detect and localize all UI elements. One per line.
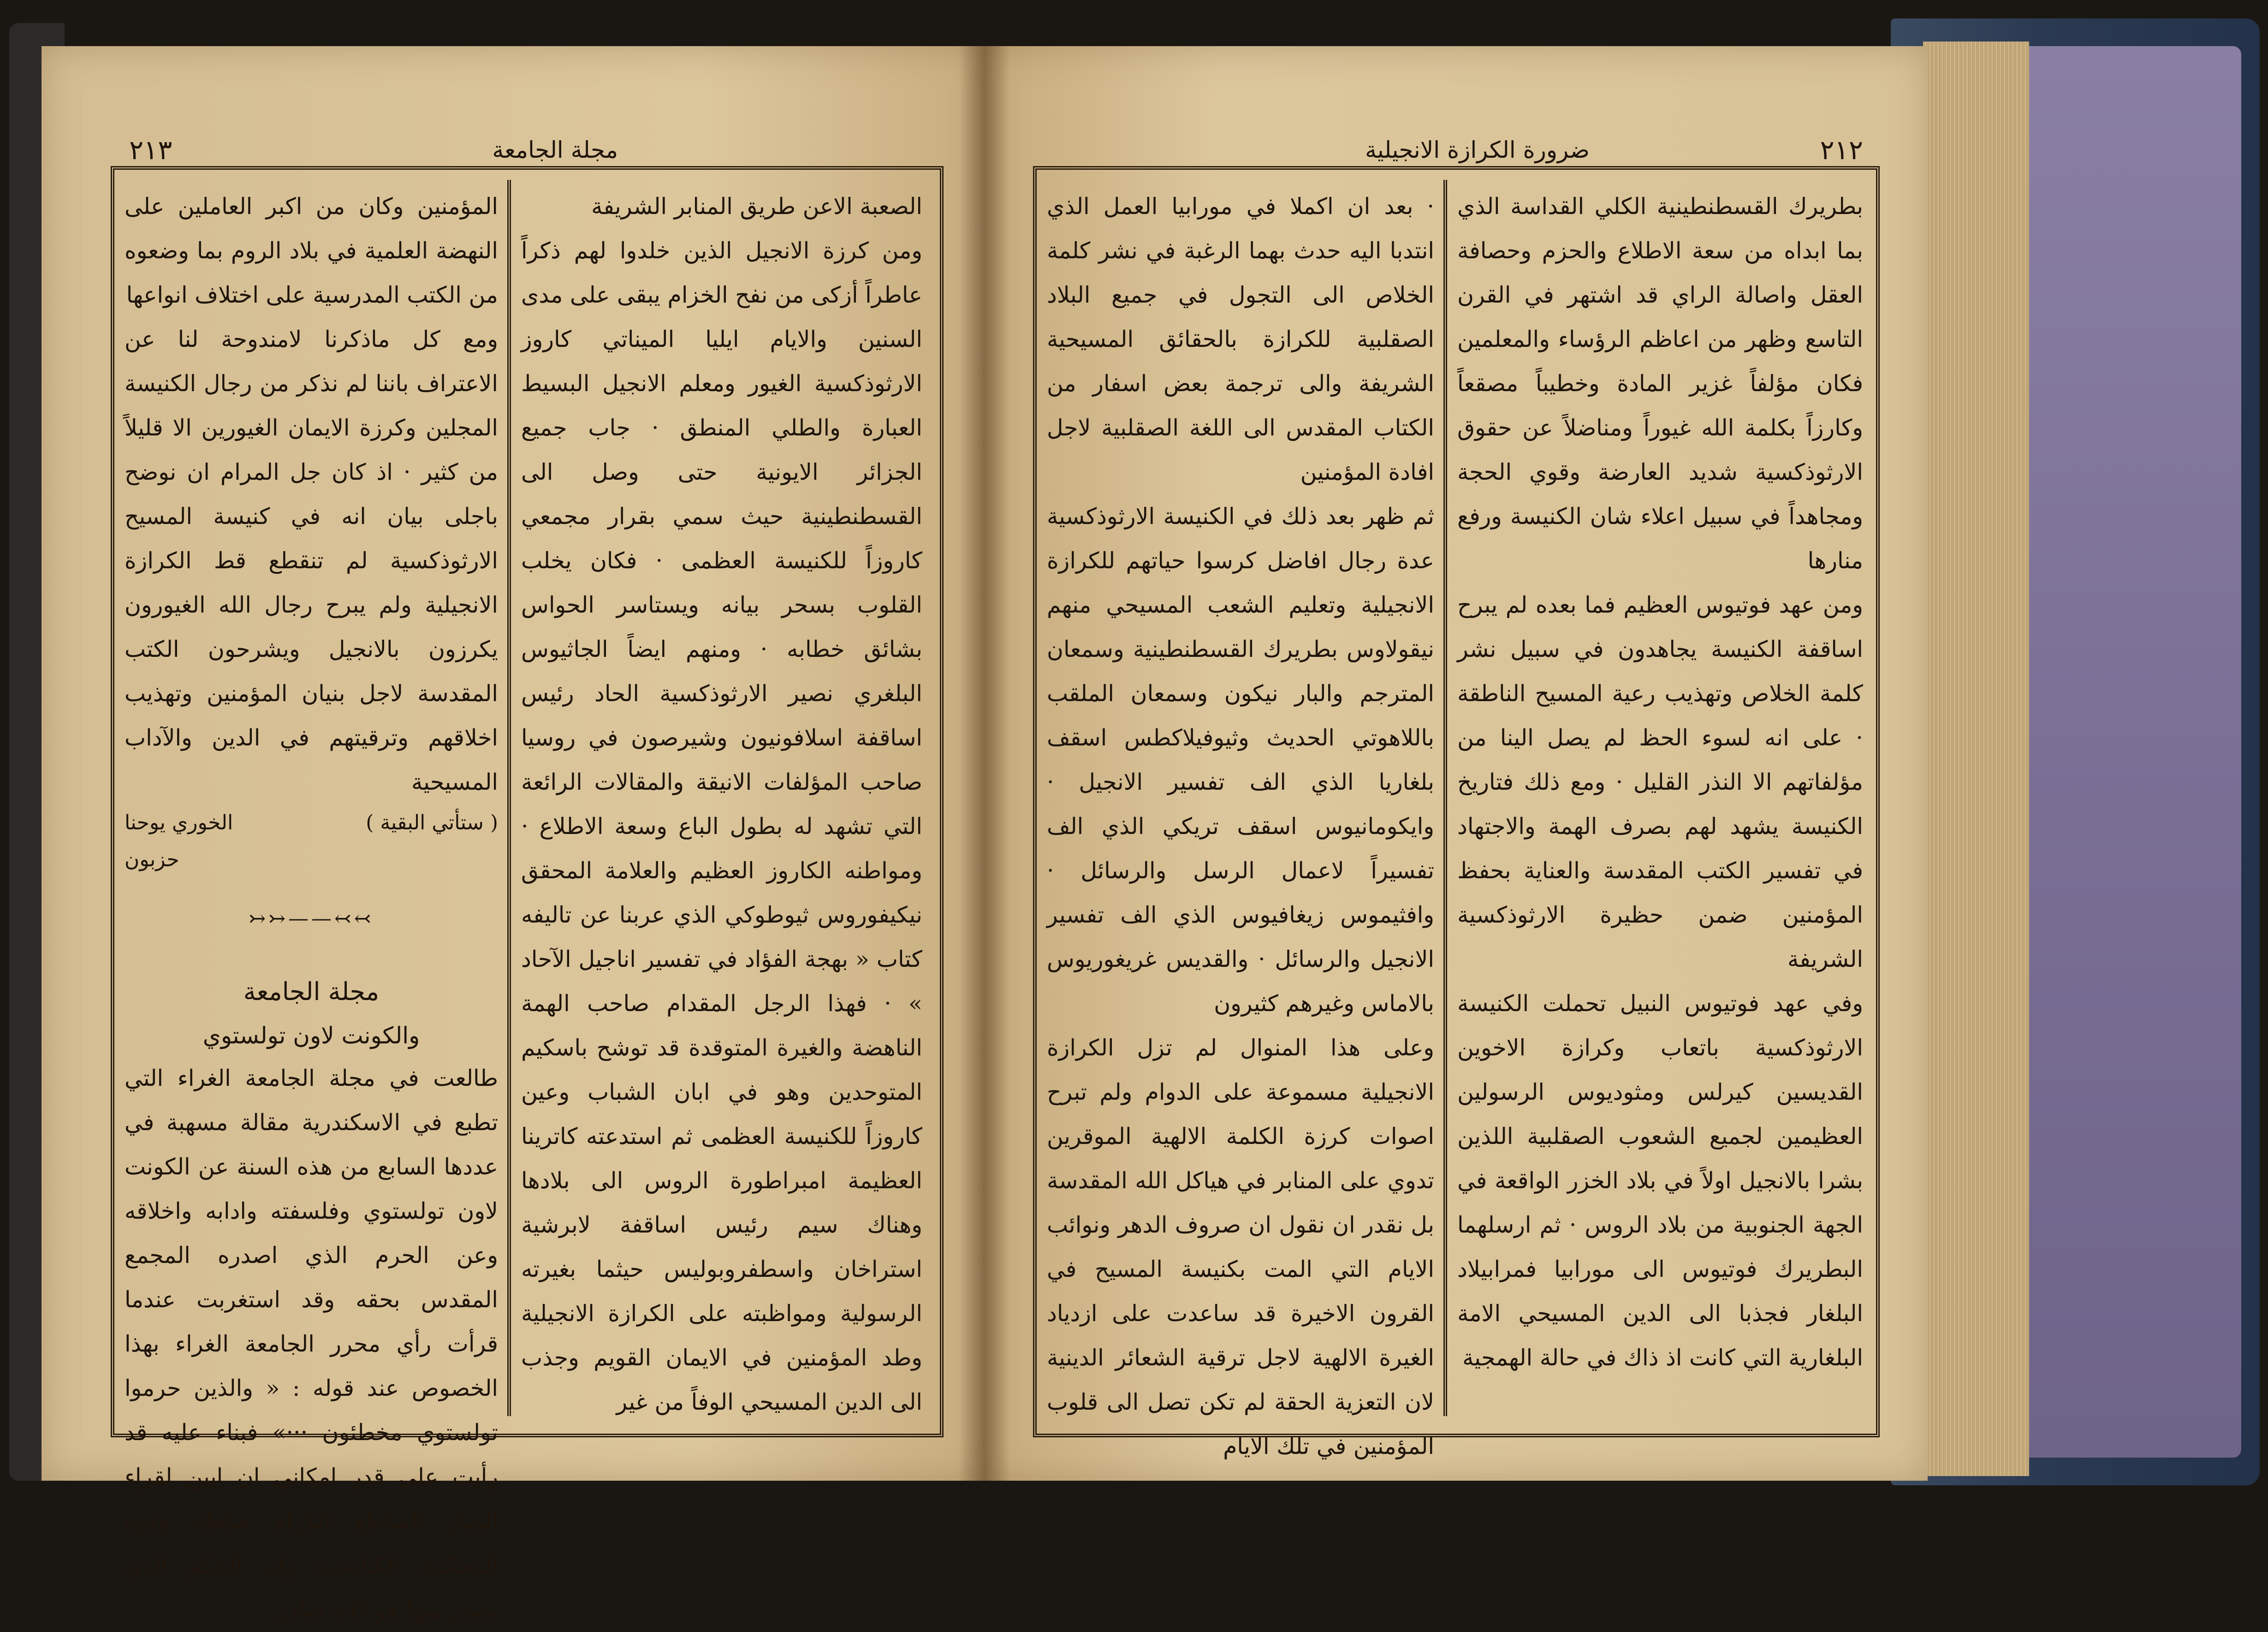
paragraph: وعلى هذا المنوال لم تزل الكرازة الانجيلية مسموعة على الدوام ولم تبرح اصوات كرزة الكلمة الالهية الموقرين تدوي على المنابر في هياكل الله المقدسة بل نقدر ان نقول ان صروف الدهر ونوائب الايام التي المت بكنيسة المسيح في القرون الاخيرة قد ساعدت على ازدياد الغيرة الالهية لاجل ترقية الشعائر الدينية لان التعزية الحقة لم تكن تصل الى قلوب المؤمنين في تلك الايام xyxy=(1047,1035,1434,1459)
page-edges xyxy=(1923,42,2029,1476)
signature-block-2 xyxy=(125,841,498,878)
book-cover-endpaper xyxy=(2020,46,2241,1458)
right-page-column-right xyxy=(1457,185,1863,1421)
paragraph: ومن عهد فوتيوس العظيم فما بعده لم يبرح اساقفة الكنيسة يجاهدون في سبيل نشر كلمة الخلاص وتهذيب رعية المسيح الناطقة · على انه لسوء الحظ لم يصل الينا من مؤلفاتهم الا النذر القليل · ومع ذلك فتاريخ الكنيسة يشهد لهم بصرف الهمة والاجتهاد في تفسير الكتب المقدسة والعناية بحفظ المؤمنين ضمن حظيرة الارثوذكسية الشريفة xyxy=(1457,592,1863,972)
author-name: الخوري يوحنا xyxy=(125,811,233,834)
book-gutter xyxy=(959,46,1010,1481)
running-title: مجلة الجامعة xyxy=(492,137,618,163)
left-page-column-right xyxy=(521,185,922,1421)
article-body: طالعت في مجلة الجامعة الغراء التي تطبع في الاسكندرية مقالة مسهبة في عددها السابع من هذه السنة عن الكونت لاون تولستوي وفلسفته وادابه واخلاقه وعن الحرم الذي اصدره المجمع المقدس بحقه وقد استغربت عندما قرأت رأي محرر الجامعة الغراء بهذا الخصوص عند قوله : « والذين حرموا تولستوي مخطئون ···» فبناء عليه قد رأيت على قدر امكاني ان ابين لقراء المنار الساطع الكرام سلطة وقوة المحكمة الكنائسية وان الحكم الذي يصدر منها هو كانه صادر xyxy=(125,1065,498,1623)
paragraph: ومن كرزة الانجيل الذين خلدوا لهم ذكراً عاطراً أزكى من نفح الخزام يبقى على مدى السنين والايام ايليا الميناتي كاروز الارثوذكسية الغيور ومعلم الانجيل البسيط العبارة والطلي المنطق · جاب جميع الجزائر الايونية حتى وصل الى القسطنطينية حيث سمي بقرار مجمعي كاروزاً للكنيسة العظمى · فكان يخلب القلوب بسحر بيانه ويستاسر الحواس بشائق خطابه · ومنهم ايضاً الجاثيوس البلغري نصير الارثوذكسية الحاد رئيس اساقفة اسلافونيون وشيرصون في روسيا صاحب المؤلفات الانيقة والمقالات الرائعة التي تشهد له بطول الباع وسعة الاطلاع · ومواطنه الكاروز العظيم والعلامة المحقق نيكيفوروس ثيوطوكي الذي عربنا عن تاليفه كتاب « بهجة الفؤاد في تفسير اناجيل الآحاد » · فهذا الرجل المقدام صاحب الهمة الناهضة والغيرة المتوقدة قد توشح باسكيم المتوحدين وهو في ابان الشباب وعين كاروزاً للكنيسة العظمى ثم استدعته كاترينا العظيمة امبراطورة الروس الى بلادها وهناك سيم رئيس اساقفة لابرشية استراخان واسطفروبوليس حيثما بغيرته الرسولية ومواظبته على الكرازة الانجيلية وطد المؤمنين في الايمان القويم وجذب الى الدين المسيحي الوفاً من غير xyxy=(521,238,922,1415)
paragraph: الصعبة الاعن طريق المنابر الشريفة xyxy=(591,193,922,220)
right-page-column-left xyxy=(1047,185,1434,1459)
page-number: ٢١٣ xyxy=(129,134,172,166)
paragraph: ثم ظهر بعد ذلك في الكنيسة الارثوذكسية عدة رجال افاضل كرسوا حياتهم للكرازة الانجيلية وتعليم الشعب المسيحي منهم نيقولاوس بطريرك القسطنطينية وسمعان المترجم والبار نيكون وسمعان الملقب باللاهوتي الحديث وثيوفيلاكطس اسقف بلغاريا الذي الف تفسير الانجيل · وايكومانيوس اسقف تريكي الذي الف تفسيراً لاعمال الرسل والرسائل · وافثيموس زيغافيوس الذي الف تفسير الانجيل والرسائل · والقديس غريغوريوس بالاماس وغيرهم كثيرون xyxy=(1047,503,1434,1017)
column-divider xyxy=(1443,180,1447,1416)
left-page-column-left xyxy=(125,185,498,1623)
left-page xyxy=(42,46,982,1623)
signature-block xyxy=(125,804,498,841)
right-page xyxy=(982,46,1928,1481)
paragraph: وفي عهد فوتيوس النبيل تحملت الكنيسة الارثوذكسية باتعاب وكرازة الاخوين القديسين كيرلس ومثوديوس الرسولين العظيمين لجميع الشعوب الصقلبية اللذين بشرا بالانجيل اولاً في بلاد الخزر الواقعة في الجهة الجنوبية من بلاد الروس · ثم ارسلهما البطريرك فوتيوس الى مورابيا فمرابيلاد البلغار فجذبا الى الدين المسيحي الامة البلغارية التي كانت اذ ذاك في حالة الهمجية xyxy=(1457,990,1863,1371)
paragraph: بطريرك القسطنطينية الكلي القداسة الذي بما ابداه من سعة الاطلاع والحزم وحصافة العقل واصالة الراي قد اشتهر في القرن التاسع وظهر من اعاظم الرؤساء والمعلمين فكان مؤلفاً غزير المادة وخطيباً مصقعاً وكارزاً بكلمة الله غيوراً ومناضلاً عن حقوق الارثوذكسية شديد العارضة وقوي الحجة ومجاهداً في سبيل اعلاء شان الكنيسة ورفع منارها xyxy=(1457,193,1863,574)
article-subheading: والكونت لاون تولستوي xyxy=(202,1022,420,1049)
continued-note: ( ستأتي البقية ) xyxy=(366,811,498,834)
section-ornament: ↢↢——↣↣ xyxy=(249,907,374,930)
column-divider xyxy=(507,180,511,1416)
paragraph: · بعد ان اكملا في مورابيا العمل الذي انتدبا اليه حدث بهما الرغبة في نشر كلمة الخلاص الى التجول في جميع البلاد الصقلبية للكرازة بالحقائق المسيحية الشريفة والى ترجمة بعض اسفار من الكتاب المقدس الى اللغة الصقلبية لاجل افادة المؤمنين xyxy=(1047,193,1434,485)
running-title: ضرورة الكرازة الانجيلية xyxy=(1365,137,1590,163)
paragraph: ومع كل ماذكرنا لامندوحة لنا عن الاعتراف باننا لم نذكر من رجال الكنيسة المجلين وكرزة الايمان الغيورين الا قليلاً من كثير · اذ كان جل المرام ان نوضح باجلى بيان انه في كنيسة المسيح الارثوذكسية لم تنقطع قط الكرازة الانجيلية ولم يبرح رجال الله الغيورون يكرزون بالانجيل ويشرحون الكتب المقدسة لاجل بنيان المؤمنين وتهذيب اخلاقهم وترقيتهم في الدين والآداب المسيحية xyxy=(125,326,498,795)
author-surname: حزبون xyxy=(125,848,179,871)
page-number: ٢١٢ xyxy=(1820,134,1863,166)
article-heading: مجلة الجامعة xyxy=(243,977,380,1006)
paragraph: المؤمنين وكان من اكبر العاملين على النهضة العلمية في بلاد الروم بما وضعوه من الكتب المدرسية على اختلاف انواعها xyxy=(125,193,498,308)
